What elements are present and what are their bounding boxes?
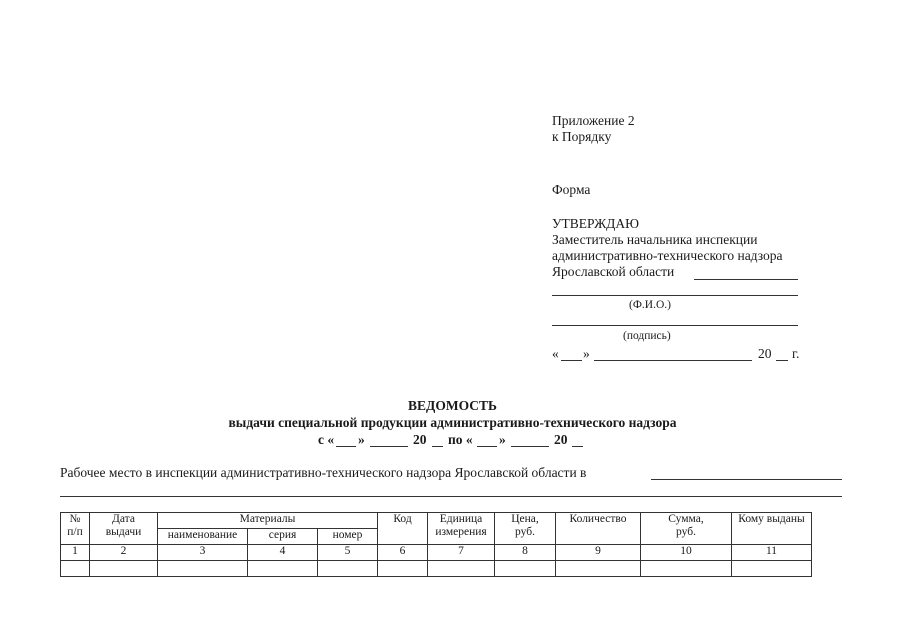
- approver-line-2: административно-технического надзора: [552, 248, 783, 263]
- header-price: Цена, руб.: [495, 513, 556, 545]
- header-sum: Сумма, руб.: [641, 513, 732, 545]
- workplace-blank-line: [651, 479, 842, 480]
- header-date: Дата выдачи: [90, 513, 158, 545]
- col-number-cell: 2: [90, 545, 158, 561]
- period-to-year: 20: [554, 432, 568, 447]
- empty-cell: [556, 561, 641, 577]
- col-number-cell: 5: [318, 545, 378, 561]
- header-recipient: Кому выданы: [732, 513, 812, 545]
- appendix-line-2: к Порядку: [552, 129, 612, 144]
- issuance-table: [60, 512, 812, 577]
- col-number-cell: 3: [158, 545, 248, 561]
- period-from-month-blank: [370, 446, 408, 447]
- col-number-cell: 6: [378, 545, 428, 561]
- period-to-year-blank: [572, 446, 583, 447]
- period-from-year-blank: [432, 446, 443, 447]
- workplace-label: Рабочее место в инспекции административно-технического надзора Ярославской области в: [60, 465, 587, 480]
- fio-caption: (Ф.И.О.): [629, 299, 671, 311]
- empty-cell: [61, 561, 90, 577]
- region-blank-line: [694, 279, 798, 280]
- approval-year-blank: [776, 360, 788, 361]
- approval-date-close-quote: »: [583, 346, 590, 361]
- col-number-cell: 4: [248, 545, 318, 561]
- approval-year-suffix: г.: [792, 346, 800, 361]
- header-materials: Материалы: [158, 513, 378, 529]
- header-unit: Единица измерения: [428, 513, 495, 545]
- empty-cell: [378, 561, 428, 577]
- approval-day-blank: [561, 360, 582, 361]
- header-code: Код: [378, 513, 428, 545]
- approval-year-prefix: 20: [758, 346, 772, 361]
- period-to-month-blank: [511, 446, 549, 447]
- table-header-row-1: [61, 513, 812, 529]
- period-from-day-blank: [336, 446, 356, 447]
- period-from-label: с «: [318, 432, 335, 447]
- header-num: № п/п: [61, 513, 90, 545]
- period-to-label: по «: [448, 432, 473, 447]
- table-empty-row: [61, 561, 812, 577]
- col-number-cell: 1: [61, 545, 90, 561]
- col-number-cell: 8: [495, 545, 556, 561]
- header-material-name: наименование: [158, 529, 248, 545]
- signature-blank-line: [552, 325, 798, 326]
- header-material-number: номер: [318, 529, 378, 545]
- col-number-cell: 9: [556, 545, 641, 561]
- empty-cell: [495, 561, 556, 577]
- period-from-year: 20: [413, 432, 427, 447]
- approve-heading: УТВЕРЖДАЮ: [552, 216, 640, 231]
- appendix-line-1: Приложение 2: [552, 113, 635, 128]
- period-to-close-quote: »: [499, 432, 506, 447]
- form-label: Форма: [552, 182, 591, 197]
- empty-cell: [641, 561, 732, 577]
- table-column-numbers-row: [61, 545, 812, 561]
- empty-cell: [428, 561, 495, 577]
- empty-cell: [318, 561, 378, 577]
- period-from-close-quote: »: [358, 432, 365, 447]
- period-to-day-blank: [477, 446, 497, 447]
- empty-cell: [158, 561, 248, 577]
- document-subtitle: выдачи специальной продукции административно-технического надзора: [228, 415, 677, 430]
- signature-caption: (подпись): [623, 330, 671, 342]
- approver-line-3: Ярославской области: [552, 264, 675, 279]
- col-number-cell: 11: [732, 545, 812, 561]
- empty-cell: [732, 561, 812, 577]
- approval-date-open-quote: «: [552, 346, 559, 361]
- empty-cell: [248, 561, 318, 577]
- header-quantity: Количество: [556, 513, 641, 545]
- workplace-continuation-line: [60, 496, 842, 497]
- fio-blank-line: [552, 295, 798, 296]
- approval-month-blank: [594, 360, 752, 361]
- col-number-cell: 7: [428, 545, 495, 561]
- approver-line-1: Заместитель начальника инспекции: [552, 232, 758, 247]
- document-title: ВЕДОМОСТЬ: [408, 398, 497, 413]
- col-number-cell: 10: [641, 545, 732, 561]
- empty-cell: [90, 561, 158, 577]
- header-material-series: серия: [248, 529, 318, 545]
- period-line: [0, 432, 905, 449]
